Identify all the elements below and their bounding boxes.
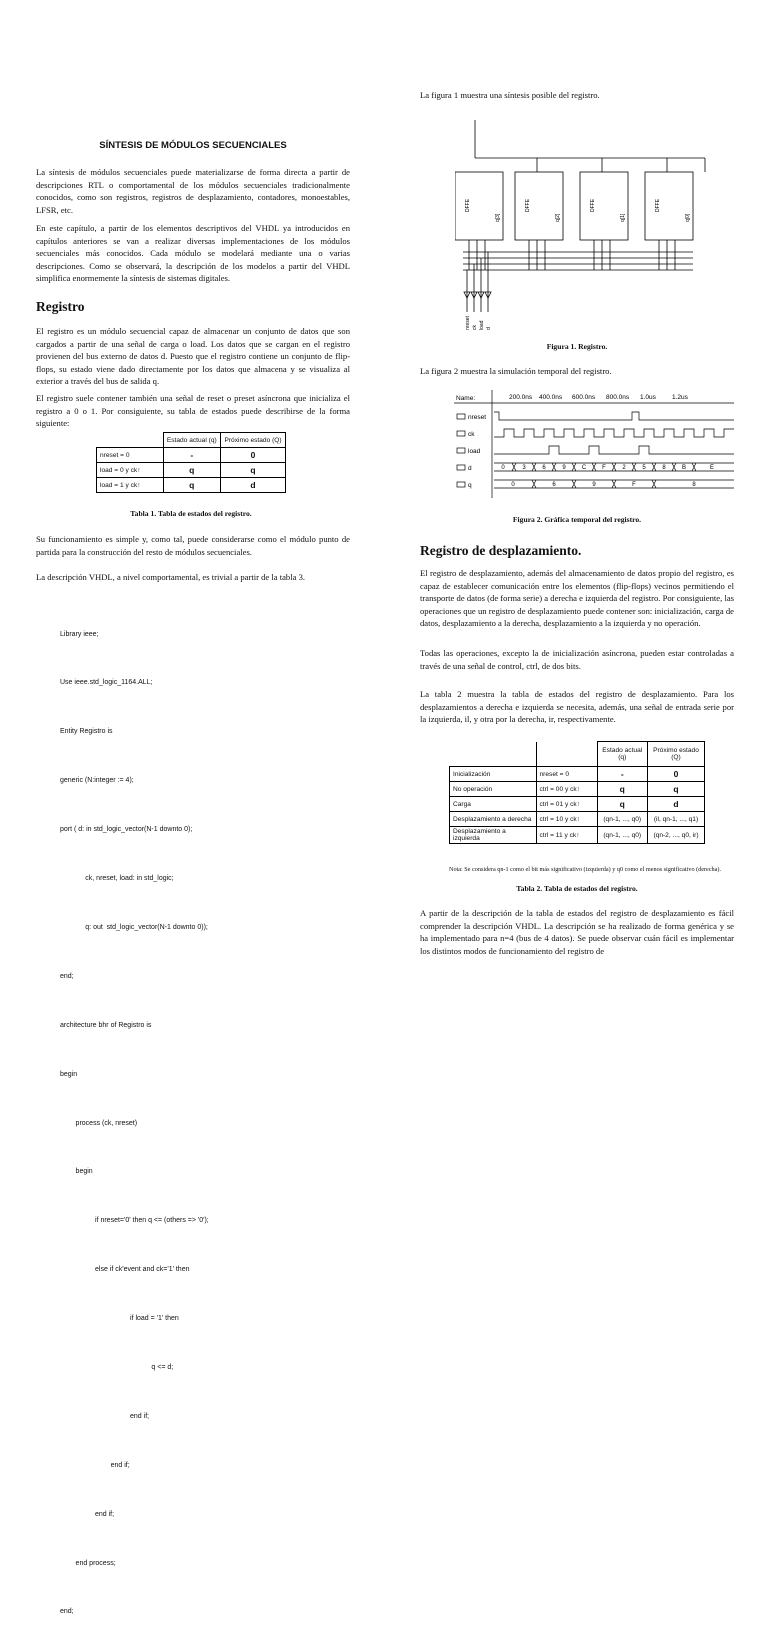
table-cell: nreset = 0 [536,767,597,782]
table-header-next: Próximo estado (Q) [647,742,704,767]
table-cell: (il, qn-1, ..., q1) [647,812,704,827]
table-2-note: Nota: Se considera qn-1 como el bit más significativo (izquierda) y q0 como el menos significativo (derecha). [449,866,721,873]
desp-paragraph-1: El registro de desplazamiento, además del almacenamiento de datos propio del registro, es capaz de establecer comunicación entre los elementos (flip-flops) vecinos permitiendo el transporte de datos (de forma serie) a derecha e izquierda del registro. Por consiguiente, las operaciones que un registro de desplazamiento puede contener son: inicialización, carga de datos, desplazamiento a la derecha, desplazamiento a la izquierda y no operación. [420,568,734,628]
output-label: q[0] [685,213,691,222]
code-line: q <= d; [60,1363,174,1371]
header-label: Name: [456,395,476,402]
output-label: q[3] [495,213,501,222]
table-corner [97,433,164,448]
intro-paragraph-1: La síntesis de módulos secuenciales puede materializarse de forma directa a partir de descripciones RTL o comportamental de los módulos secuenciales tradicionalmente conocidos, como son registros, registros de desplazamiento, contadores, monoestables, LFSR, etc. [36,167,350,215]
function-paragraph: Su funcionamiento es simple y, como tal, puede considerarse como el módulo punto de partida para la construcción del resto de módulos secuenciales. [36,534,350,557]
table-cell: q [163,463,221,478]
signal-label: d [468,465,472,472]
table-cell: (qn-1, ..., q0) [597,827,647,844]
table-row [97,463,286,478]
output-label: q[1] [620,213,626,222]
table-row [450,797,705,812]
code-line: end; [60,1608,74,1616]
table-cell: d [647,797,704,812]
code-line: generic (N:integer := 4); [60,777,134,785]
d-value: C [581,465,587,471]
table-cell: Desplazamiento a izquierda [450,827,537,844]
table-cell: d [221,478,286,493]
pin-label: ck [472,325,478,330]
d-value: 8 [662,465,666,471]
code-line: port ( d: in std_logic_vector(N-1 downto 0); [60,826,193,834]
table-cell: load = 0 y ck↑ [97,463,164,478]
figure-2-intro: La figura 2 muestra la simulación temporal del registro. [420,366,612,376]
table-row [97,478,286,493]
q-value: F [632,482,636,488]
table-cell: - [597,767,647,782]
heading-desplazamiento: Registro de desplazamiento. [420,543,582,558]
time-label: 1.2us [672,394,688,401]
table-cell: q [597,797,647,812]
signal-label: load [468,448,481,455]
table-cell: ctrl = 01 y ck↑ [536,797,597,812]
q-value: 9 [592,482,596,488]
code-line: else if ck'event and ck='1' then [60,1266,190,1274]
table-row [450,767,705,782]
table-cell: Inicialización [450,767,537,782]
table-cell: q [647,782,704,797]
d-value: 0 [501,465,505,471]
table-row [450,812,705,827]
table-1-caption: Tabla 1. Tabla de estados del registro. [130,509,252,518]
final-paragraph: A partir de la descripción de la tabla de estados del registro de desplazamiento es fácil comprender la descripción VHDL. La descripción se ha realizado de forma genérica y se ha implementado para n=4 (bus de 4 datos). Se puede observar cuán fácil es implementar los distintos modos de funcionamiento del registro de [420,908,734,956]
pin-label: nreset [465,316,471,330]
table-row [97,448,286,463]
d-value: E [709,465,715,471]
table-cell: ctrl = 10 y ck↑ [536,812,597,827]
vhdl-intro-paragraph: La descripción VHDL, a nivel comportamental, es trivial a partir de la tabla 3. [36,572,306,582]
table-cell: ctrl = 11 y ck↑ [536,827,597,844]
signal-label: nreset [468,414,487,421]
table-cell: No operación [450,782,537,797]
q-value: 0 [511,482,515,488]
table-cell: nreset = 0 [97,448,164,463]
timing-diagram [454,390,734,500]
table-header-current: Estado actual (q) [163,433,221,448]
heading-registro: Registro [36,299,85,314]
table-cell: load = 1 y ck↑ [97,478,164,493]
block-label: DFFE [655,198,661,212]
table-cell: - [163,448,221,463]
table-header-row [97,433,286,448]
code-line: if nreset='0' then q <= (others => '0'); [60,1217,209,1225]
code-line: end process; [60,1559,116,1567]
table-cell: q [597,782,647,797]
code-line: end if; [60,1412,150,1420]
block-label: DFFE [525,198,531,212]
q-value: 8 [692,482,696,488]
d-value: 3 [522,465,526,471]
d-value: 2 [622,465,626,471]
d-value: 6 [542,465,546,471]
code-line: architecture bhr of Registro is [60,1021,152,1029]
table-cell: (qn-2, ..., q0, ir) [647,827,704,844]
table-header-next: Próximo estado (Q) [221,433,286,448]
registro-paragraph-1: El registro es un módulo secuencial capaz de almacenar un conjunto de datos que son cargados a partir de una señal de carga o load. Los datos que se cargan en el registro provienen del bus externo de datos d. Puesto que el registro contiene un conjunto de flip-flops, su estado viene dado directamente por los datos que almacena y se visualiza al exterior a través del bus de salida q. [36,326,350,386]
code-line: q: out std_logic_vector(N-1 downto 0)); [60,923,208,931]
pin-label: load [479,320,485,330]
table-cell: Carga [450,797,537,812]
code-line: begin [60,1070,78,1078]
code-line: Use ieee.std_logic_1164.ALL; [60,679,153,687]
code-line: end if; [60,1510,115,1518]
code-line: end; [60,972,74,980]
table-corner [536,742,597,767]
table-row [450,827,705,844]
code-line: ck, nreset, load: in std_logic; [60,875,174,883]
table-cell: q [163,478,221,493]
table-2-caption: Tabla 2. Tabla de estados del registro. [516,884,638,893]
table-cell: Desplazamiento a derecha [450,812,537,827]
pin-label: d [486,327,492,330]
figure-1-intro: La figura 1 muestra una síntesis posible del registro. [420,90,600,100]
section-title: SÍNTESIS DE MÓDULOS SECUENCIALES [99,140,287,151]
code-line: begin [60,1168,93,1176]
q-value: 6 [552,482,556,488]
register-schematic [455,112,715,332]
table-cell: 0 [647,767,704,782]
code-line: process (ck, nreset) [60,1119,138,1127]
code-line: Library ieee; [60,630,99,638]
table-header-row [450,742,705,767]
d-value: F [602,465,606,471]
time-label: 600.0ns [572,394,596,401]
state-table-2 [449,741,705,844]
code-line: end if; [60,1461,130,1469]
code-line: Entity Registro is [60,728,113,736]
output-label: q[2] [555,213,561,222]
d-value: 5 [642,465,646,471]
registro-paragraph-2: El registro suele contener también una señal de reset o preset asíncrona que inicializa el registro a 0 o 1. Por consiguiente, su tabla de estados puede describirse de la forma siguiente: [36,393,350,428]
vhdl-code-block [60,594,209,1637]
d-value: B [681,465,687,471]
time-label: 400.0ns [539,394,563,401]
signal-label: ck [468,431,475,438]
table-cell: q [221,463,286,478]
figure-1-caption: Figura 1. Registro. [546,342,608,351]
time-label: 800.0ns [606,394,630,401]
state-table-1 [96,432,286,493]
table-cell: 0 [221,448,286,463]
table-header-current: Estado actual (q) [597,742,647,767]
figure-2-caption: Figura 2. Gráfica temporal del registro. [512,515,642,524]
code-line: if load = '1' then [60,1315,179,1323]
block-label: DFFE [590,198,596,212]
desp-paragraph-3: La tabla 2 muestra la tabla de estados del registro de desplazamiento. Para los desplazamientos a derecha e izquierda se necesita, además, una señal de entrada serie por la izquierda, il, y otra por la derecha, ir, respectivamente. [420,689,734,724]
table-corner [450,742,537,767]
time-label: 1.0us [640,394,656,401]
table-row [450,782,705,797]
time-label: 200.0ns [509,394,533,401]
table-cell: ctrl = 00 y ck↑ [536,782,597,797]
desp-paragraph-2: Todas las operaciones, excepto la de inicialización asíncrona, pueden estar controladas a través de una señal de control, ctrl, de dos bits. [420,648,734,671]
signal-label: q [468,482,472,489]
intro-paragraph-2: En este capítulo, a partir de los elementos descriptivos del VHDL ya introducidos en capítulos anteriores se van a realizar diversas implementaciones de los módulos secuenciales más conocidos. Cada módulo se modelará mediante una o varias descripciones. Como se observará, la descripción de los modelos a partir del VHDL simplifica enormemente la síntesis de sistemas digitales. [36,223,350,283]
table-cell: (qn-1, ..., q0) [597,812,647,827]
block-label: DFFE [465,198,471,212]
d-value: 9 [562,465,566,471]
